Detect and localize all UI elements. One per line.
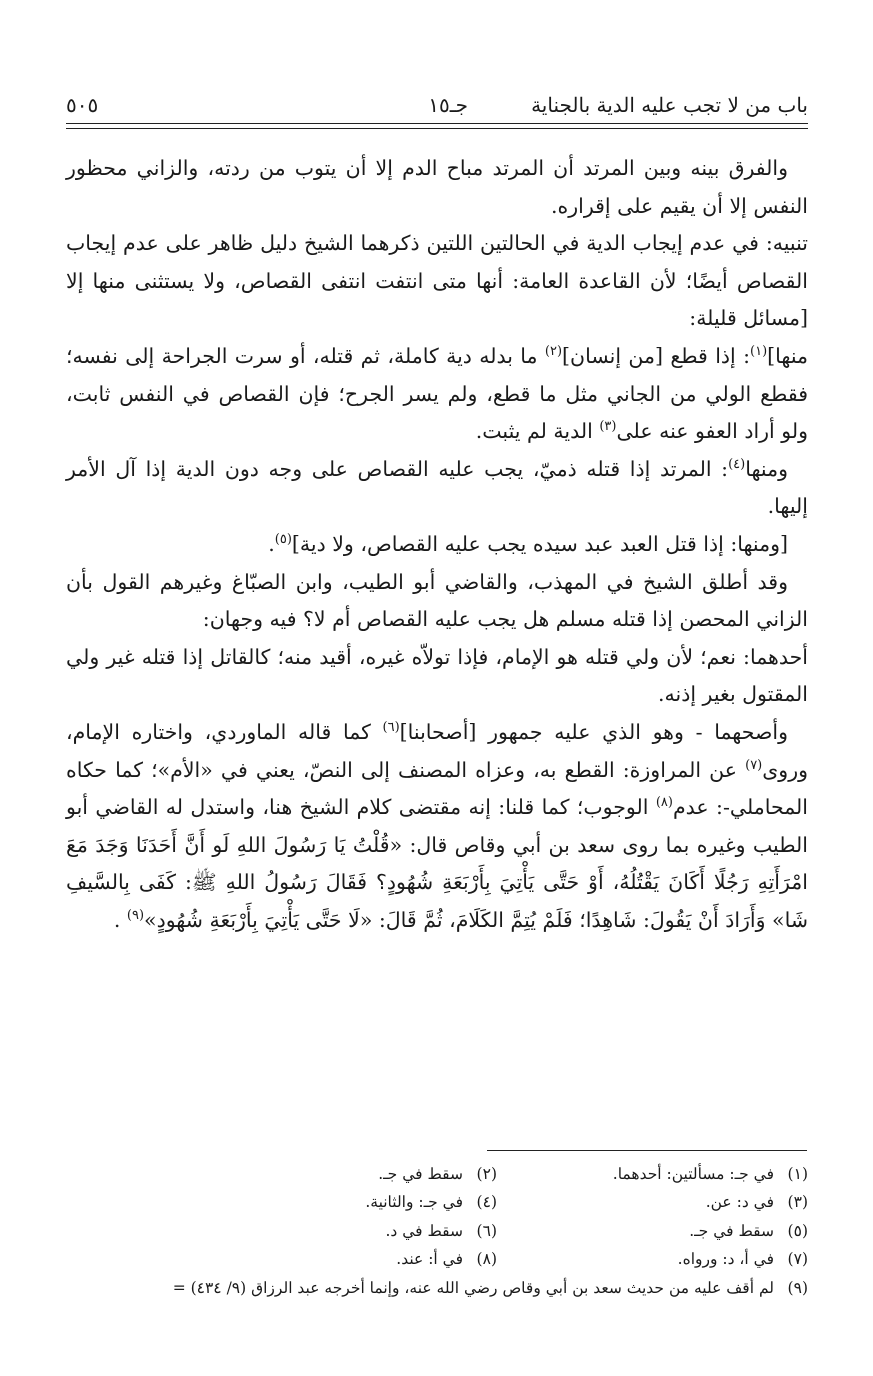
paragraph: أحدهما: نعم؛ لأن ولي قتله هو الإمام، فإذا تولاّه غيره، أقيد منه؛ كالقاتل إذا قتله غير ولي المقتول بغير إذنه. bbox=[66, 644, 808, 707]
chapter-title: باب من لا تجب عليه الدية بالجناية bbox=[531, 93, 808, 117]
paragraph bbox=[66, 526, 808, 564]
footnote-9 bbox=[66, 1274, 808, 1302]
footnote-number: (٥) bbox=[787, 1221, 808, 1240]
text-run: الوجوب؛ كما قلنا: إنه مقتضى كلام الشيخ هنا، واستدل له القاضي أبو الطيب وغيره بما روى سعد بن أبي وقاص قال: bbox=[66, 795, 808, 857]
text-run: : إذا قطع [من إنسان] bbox=[562, 343, 750, 368]
footnote-text: في أ: عند. bbox=[396, 1250, 463, 1269]
footnote-number: (٦) bbox=[476, 1221, 497, 1240]
footnote-text: في أ، د: ورواه. bbox=[677, 1250, 774, 1269]
footnote-text: سقط في جـ. bbox=[378, 1165, 463, 1183]
paragraph bbox=[66, 451, 808, 526]
paragraph bbox=[66, 714, 808, 940]
footnote-text: في د: عن. bbox=[705, 1193, 774, 1212]
footnote-text: في جـ: مسألتين: أحدهما. bbox=[612, 1165, 774, 1183]
text-run: . bbox=[113, 907, 127, 932]
footnote-8 bbox=[396, 1245, 497, 1273]
text-run: الدية لم يثبت. bbox=[475, 419, 600, 444]
footnote-text: سقط في د. bbox=[385, 1221, 463, 1240]
text-run: كما قاله الماوردي، واختاره الإمام، وروى bbox=[66, 719, 808, 782]
footnote-number: (٣) bbox=[787, 1193, 808, 1212]
footnote-marker[interactable]: (٦) bbox=[382, 720, 400, 736]
text-run: . bbox=[268, 531, 275, 556]
footnote-number: (٤) bbox=[476, 1193, 497, 1212]
footnote-marker[interactable]: (٣) bbox=[599, 419, 617, 435]
text-run: : المرتد إذا قتله ذميّ، يجب عليه القصاص على وجه دون الدية إذا آل الأمر إليها. bbox=[66, 456, 808, 519]
footnote-row bbox=[66, 1188, 808, 1216]
paragraph: والفرق بينه وبين المرتد أن المرتد مباح الدم إلا أن يتوب من ردته، والزاني محظور النفس إلا أن يقيم على إقراره. bbox=[66, 156, 808, 218]
footnote-marker[interactable]: (٨) bbox=[655, 795, 673, 811]
footnote-number: (٨) bbox=[476, 1250, 497, 1269]
footnote-marker[interactable]: (١) bbox=[750, 344, 768, 360]
footnote-5 bbox=[497, 1217, 808, 1245]
main-text bbox=[66, 150, 808, 939]
footnote-2 bbox=[378, 1160, 497, 1188]
footnotes bbox=[66, 1160, 808, 1302]
footnote-6 bbox=[385, 1217, 497, 1245]
footnote-row bbox=[66, 1217, 808, 1245]
footnote-separator bbox=[487, 1150, 807, 1151]
footnote-marker[interactable]: (٤) bbox=[728, 456, 746, 472]
paragraph bbox=[66, 338, 808, 451]
footnote-marker[interactable]: (٥) bbox=[274, 532, 292, 548]
footnote-4 bbox=[365, 1188, 497, 1216]
running-header bbox=[66, 90, 808, 120]
volume-label: جـ١٥ bbox=[428, 93, 468, 117]
footnote-number: (٢) bbox=[476, 1165, 497, 1183]
footnote-marker[interactable]: (٧) bbox=[745, 757, 763, 773]
header-rule-thin bbox=[66, 128, 808, 129]
footnote-marker[interactable]: (٩) bbox=[126, 908, 145, 924]
text-run: ما بدله دية كاملة، ثم قتله، أو سرت الجراحة إلى نفسه؛ فقطع الولي من الجاني مثل ما قطع، ولم يسر الجرح؛ فإن القصاص في النفس ثابت، ولو أراد العفو عنه على bbox=[66, 343, 808, 444]
header-rule bbox=[66, 123, 808, 124]
paragraph: وقد أطلق الشيخ في المهذب، والقاضي أبو الطيب، وابن الصبّاغ وغيرهم القول بأن الزاني المحصن إذا قتله مسلم هل يجب عليه القصاص أم لا؟ فيه وجهان: bbox=[66, 569, 808, 632]
footnote-1 bbox=[497, 1160, 808, 1188]
footnote-number: (١) bbox=[787, 1165, 808, 1183]
footnote-text: في جـ: والثانية. bbox=[365, 1193, 463, 1212]
footnote-marker[interactable]: (٢) bbox=[544, 344, 563, 360]
text-run: [ومنها: إذا قتل العبد عبد سيده يجب عليه القصاص، ولا دية] bbox=[291, 531, 788, 556]
footnote-text: سقط في جـ. bbox=[689, 1221, 774, 1240]
footnote-number: (٩) bbox=[787, 1278, 808, 1297]
text-run: وأصحهما - وهو الذي عليه جمهور [أصحابنا] bbox=[399, 719, 788, 744]
footnote-3 bbox=[497, 1188, 808, 1216]
text-run: عن المراوزة: القطع به، وعزاه المصنف إلى النصّ، يعني في «الأم»؛ كما حكاه المحاملي-: عدم bbox=[66, 757, 808, 820]
text-run: ومنها bbox=[745, 456, 788, 481]
paragraph: تنبيه: في عدم إيجاب الدية في الحالتين اللتين ذكرهما الشيخ دليل ظاهر على عدم إيجاب القصاص أيضًا؛ لأن القاعدة العامة: أنها متى انتفت انتفى القصاص، ولا يستثنى منها إلا [مسائل قليلة: bbox=[66, 231, 808, 331]
footnote-7 bbox=[497, 1245, 808, 1273]
footnote-number: (٧) bbox=[787, 1250, 808, 1269]
page-number: ٥٠٥ bbox=[66, 93, 99, 117]
hadith-quote: «قُلْتُ يَا رَسُولَ اللهِ لَو أَنَّ أَحَدَنَا وَجَدَ مَعَ امْرَأَتِهِ رَجُلًا أَكَانَ يَقْتُلُهُ، أَوْ حَتَّى يَأْتِيَ بِأَرْبَعَةِ شُهُودٍ؟ فَقَالَ رَسُولُ اللهِ ﷺ: كَفَى بِالسَّيفِ شَا» وَأَرَادَ أَنْ يَقُولَ: شَاهِدًا؛ فَلَمْ يُتِمَّ الكَلَامَ، ثُمَّ قَالَ: «لَا حَتَّى يَأْتِيَ بِأَرْبَعَةِ شُهُودٍ» bbox=[66, 832, 808, 932]
footnote-row bbox=[66, 1245, 808, 1273]
footnote-row bbox=[66, 1160, 808, 1188]
text-run: منها] bbox=[767, 343, 809, 368]
footnote-text: لم أقف عليه من حديث سعد بن أبي وقاص رضي الله عنه، وإنما أخرجه عبد الرزاق (٩/ ٤٣٤) = bbox=[172, 1278, 774, 1297]
